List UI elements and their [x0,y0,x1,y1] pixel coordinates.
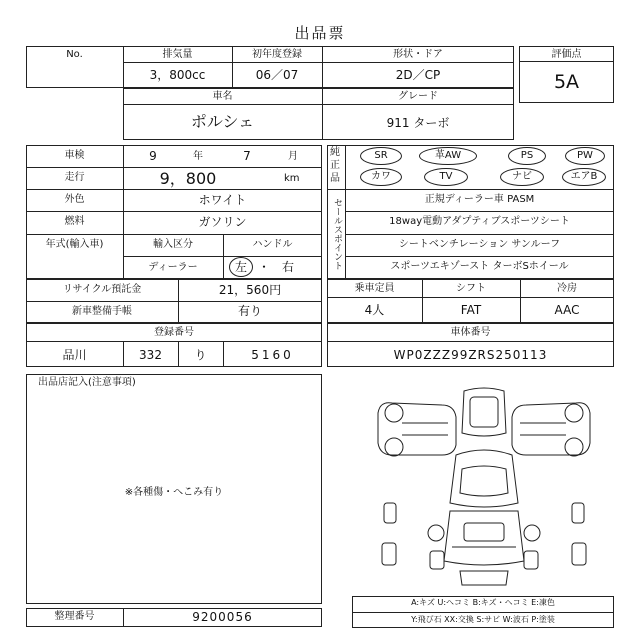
car-name-label: 車名 [212,91,233,102]
recycle-label: リサイクル預託金 [62,284,142,295]
shape-door-label: 形状・ドア [393,49,443,60]
shift-value: FAT [460,303,482,317]
mileage-unit: km [284,173,300,184]
genuine-label-3: 品 [330,173,340,184]
mileage-value: 9，800 [159,169,217,188]
rating-value: 5A [553,71,580,93]
capacity-label: 乗車定員 [354,283,395,294]
equipment-table [327,145,614,279]
form-title: 出品票 [294,24,346,42]
registration-kana: り [194,348,207,362]
sales-point-line-3: シートベンチレーション サンルーフ [398,239,561,250]
equip-airbag: エアB [570,171,598,182]
equip-sr: SR [374,150,388,161]
maintenance-value: 有り [237,304,262,318]
registration-region: 品川 [62,348,87,362]
handle-label: ハンドル [252,239,293,250]
color-label: 外色 [64,194,85,205]
grade-label: グレード [398,91,438,102]
management-number: 9200056 [192,610,253,624]
import-class-label: 輸入区分 [153,239,193,250]
equip-navi: ナビ [512,171,532,182]
first-registration-label: 初年度登録 [252,49,302,60]
car-name-value: ポルシェ [190,112,255,131]
chassis-label: 車体番号 [450,327,491,338]
shape-door-value: 2D／CP [395,68,441,82]
color-value: ホワイト [198,193,247,207]
fuel-label: 燃料 [64,216,85,227]
sales-point-line-4: スポーツエキゾースト ターボSホイール [390,261,569,272]
registration-number: 5160 [251,348,294,362]
capacity-value: 4人 [364,303,385,317]
handle-left: 左 [234,260,247,274]
sales-point-line-2: 18way電動アダプティブスポーツシート [389,216,570,227]
equip-kawa: カワ [371,171,391,182]
notes-label: 出品店記入(注意事項) [38,377,136,388]
vehicle-info-table [26,145,322,279]
displacement-label: 排気量 [162,49,193,60]
shift-label: シフト [456,283,486,294]
no-label: No. [66,49,83,60]
notes-text: ※各種傷・へこみ有り [124,487,224,498]
first-registration-value: 06／07 [255,68,299,82]
fuel-value: ガソリン [198,215,247,229]
sales-point-label: セールスポイント [332,198,342,270]
displacement-value: 3，800cc [149,68,206,82]
ac-value: AAC [554,303,580,317]
handle-right: 右 [281,260,294,274]
inspection-label: 車検 [64,150,85,161]
model-year-label: 年式(輸入車) [45,239,104,250]
equip-ps: PS [520,150,534,161]
legend-row-1: A:キズ U:ヘコミ B:キズ・ヘコミ E:凍色 [411,598,555,607]
rating-label: 評価点 [551,49,582,60]
car-diagram [372,383,596,593]
inspection-month: 7 [243,149,251,163]
inspection-month-unit: 月 [288,151,298,162]
sales-point-line-1: 正規ディーラー車 PASM [424,194,535,205]
mileage-label: 走行 [64,172,85,183]
handle-separator: ・ [257,260,270,274]
ac-label: 冷房 [557,283,577,294]
genuine-label-2: 正 [330,160,340,171]
equip-tv: TV [439,171,453,182]
recycle-value: 21，560円 [218,283,282,297]
chassis-number: WP0ZZZ99ZRS250113 [393,348,548,362]
grade-value: 911 ターボ [386,116,450,130]
equip-pw: PW [577,150,593,161]
equip-leather-aw: 革AW [434,150,462,161]
import-class-value: ディーラー [148,262,198,273]
inspection-year-unit: 年 [193,151,203,162]
inspection-year: 9 [149,149,157,163]
legend-row-2: Y:飛び石 XX:交換 S:サビ W:波石 P:塗装 [411,615,555,624]
registration-label: 登録番号 [154,327,194,338]
maintenance-label: 新車整備手帳 [72,306,132,317]
management-label: 整理番号 [54,611,95,622]
genuine-label-1: 純 [330,147,340,158]
registration-class-number: 332 [139,348,162,362]
